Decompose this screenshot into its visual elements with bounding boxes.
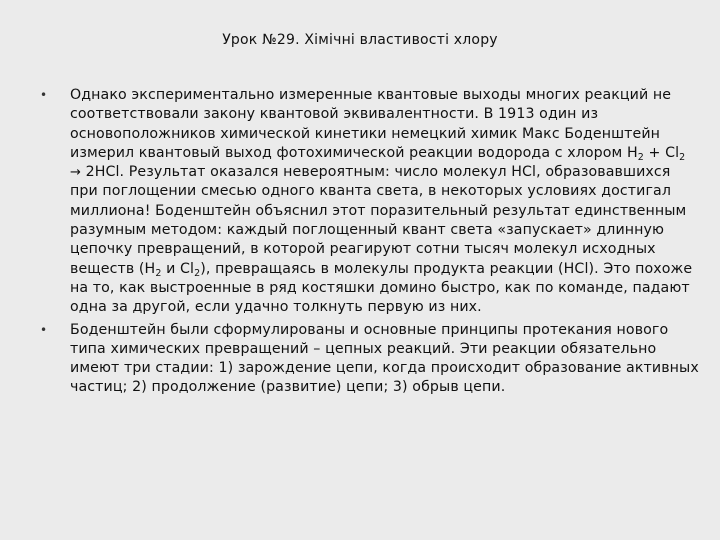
- bullet-item-2: [40, 321, 700, 398]
- paragraph-text: 2HCl. Результат оказался невероятным: число молекул HCl, образовавшихся при поглощении смесью одного кванта света, в некоторых условиях достигал миллиона! Боденштейн объяснил этот поразительный результат единственным разумным методом: каждый поглощенный квант света «запускает» длинную цепочку превращений, в которой реагируют сотни тысяч молекул исходных веществ (H: [70, 164, 687, 277]
- slide-content: [40, 86, 700, 398]
- slide-title: Урок №29. Хімічні властивості хлору: [222, 32, 498, 48]
- paragraph-text: + Cl: [643, 144, 680, 161]
- subscript: 2: [679, 151, 686, 163]
- bullet-marker: •: [40, 88, 48, 102]
- paragraph-text: ), превращаясь в молекулы продукта реакции (HCl). Это похоже на то, как выстроенные в ряд костяшки домино быстро, как по команде, падают одна за другой, если удачно толкнуть первую из них.: [70, 260, 693, 316]
- bullet-text: [70, 86, 700, 318]
- paragraph-text: и Cl: [161, 260, 195, 277]
- bullet-text: Боденштейн были сформулированы и основные принципы протекания нового типа химических превращений – цепных реакций. Эти реакции обязательно имеют три стадии: 1) зарождение цепи, когда происходит образование активных частиц; 2) продолжение (развитие) цепи; 3) обрыв цепи.: [70, 321, 699, 396]
- subscript: 2: [194, 267, 201, 279]
- reaction-arrow-icon: →: [70, 165, 81, 181]
- bullet-item-1: [40, 86, 700, 318]
- subscript: 2: [155, 267, 162, 279]
- subscript: 2: [637, 151, 644, 163]
- paragraph-text: Однако экспериментально измеренные квантовые выходы многих реакций не соответствовали закону квантовой эквивалентности. В 1913 один из основоположников химической кинетики немецкий химик Макс Боденштейн измерил квантовый выход фотохимической реакции водорода с хлором H: [70, 87, 672, 161]
- bullet-marker: •: [40, 322, 48, 337]
